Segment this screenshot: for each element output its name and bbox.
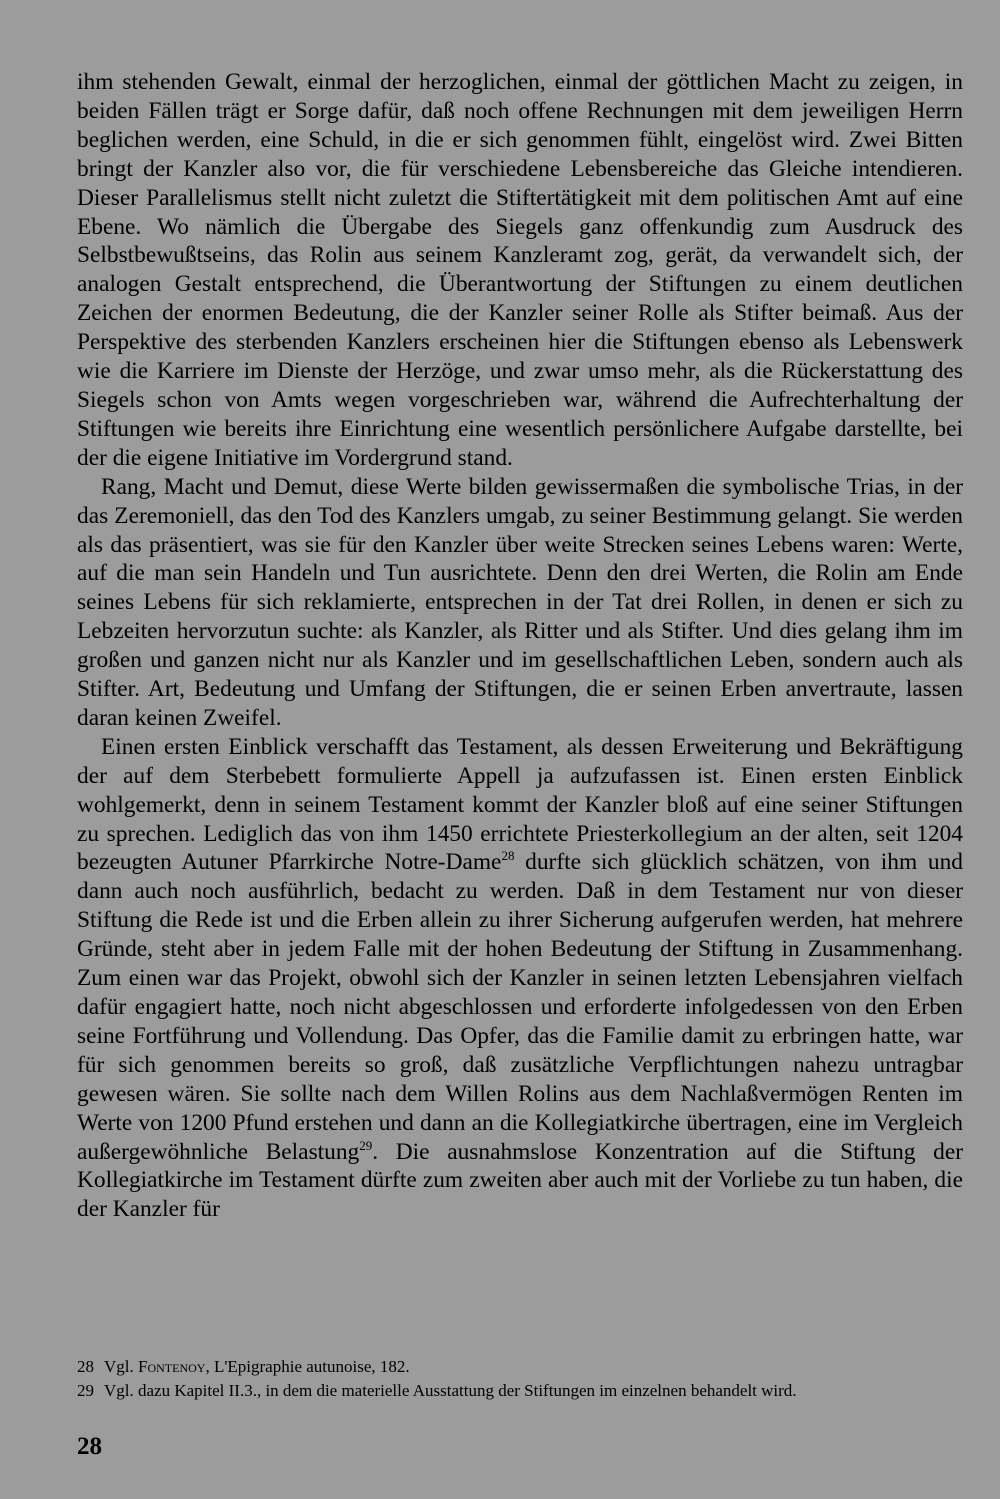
paragraph-1 xyxy=(77,68,963,473)
footnote-28 xyxy=(77,1355,963,1379)
page-body xyxy=(77,68,963,1224)
footnote-29 xyxy=(77,1379,963,1403)
footnotes xyxy=(77,1355,963,1403)
footnote-citation: , L'Epigraphie autunoise, 182. xyxy=(205,1357,410,1376)
footnote-prefix: Vgl. xyxy=(104,1357,138,1376)
footnote-number: 28 xyxy=(77,1357,94,1376)
page-number: 28 xyxy=(77,1433,102,1460)
footnote-author: Fontenoy xyxy=(138,1357,206,1376)
footnote-reference-28[interactable]: 28 xyxy=(501,848,515,864)
paragraph-3-text-end: . Die ausnahmslose Konzentration auf die Stiftung der Kollegiatkirche im Testament dürfte zum zweiten aber auch mit der Vorliebe zu tun haben, die der Kanzler für xyxy=(77,1138,963,1223)
footnote-reference-29[interactable]: 29 xyxy=(359,1137,373,1153)
footnote-number: 29 xyxy=(77,1381,94,1400)
paragraph-2 xyxy=(77,473,963,733)
paragraph-3 xyxy=(77,733,963,1224)
paragraph-3-text-middle: durfte sich glücklich schätzen, von ihm und dann auch noch ausführlich, bedacht zu werden. Daß in dem Testament nur von dieser Stiftung die Rede ist und die Erben allein zu ihrer Sicherung aufgerufen werden, hat mehrere Gründe, steht aber in jedem Falle mit der hohen Bedeutung der Stiftung in Zusammenhang. Zum einen war das Projekt, obwohl sich der Kanzler in seinen letzten Lebensjahren vielfach dafür engagiert hatte, noch nicht abgeschlossen und erforderte infolgedessen von den Erben seine Fortführung und Vollendung. Das Opfer, das die Familie damit zu erbringen hatte, war für sich genommen bereits so groß, daß zusätzliche Verpflichtungen nahezu untragbar gewesen wären. Sie sollte nach dem Willen Rolins aus dem Nachlaßvermögen Renten im Werte von 1200 Pfund erstehen und dann an die Kollegiatkirche übertragen, eine im Vergleich außergewöhnliche Belastung xyxy=(77,849,963,1165)
paragraph-3-text-start: Einen ersten Einblick verschafft das Testament, als dessen Erweiterung und Bekräftigung der auf dem Sterbebett formulierte Appell ja aufzufassen ist. Einen ersten Einblick wohlgemerkt, denn in seinem Testament kommt der Kanzler bloß auf eine seiner Stiftungen zu sprechen. Lediglich das von ihm 1450 errichtete Priesterkollegium an der alten, seit 1204 bezeugten Autuner Pfarrkirche Notre-Dame xyxy=(77,733,963,876)
footnote-text: Vgl. dazu Kapitel II.3., in dem die materielle Ausstattung der Stiftungen im einzelnen behandelt wird. xyxy=(104,1381,797,1400)
paragraph-2-text: Rang, Macht und Demut, diese Werte bilden gewissermaßen die symbolische Trias, in der das Zeremoniell, das den Tod des Kanzlers umgab, zu seiner Bestimmung gelangt. Sie werden als das präsentiert, was sie für den Kanzler über weite Strecken seines Lebens waren: Werte, auf die man sein Handeln und Tun ausrichtete. Denn den drei Werten, die Rolin am Ende seines Lebens für sich reklamierte, entsprechen in der Tat drei Rollen, in denen er sich zu Lebzeiten hervorzutun suchte: als Kanzler, als Ritter und als Stifter. Und dies gelang ihm im großen und ganzen nicht nur als Kanzler und im gesellschaftlichen Leben, sondern auch als Stifter. Art, Bedeutung und Umfang der Stiftungen, die er seinen Erben anvertraute, lassen daran keinen Zweifel. xyxy=(77,473,963,731)
paragraph-1-text: ihm stehenden Gewalt, einmal der herzoglichen, einmal der göttlichen Macht zu zeigen, in beiden Fällen trägt er Sorge dafür, daß noch offene Rechnungen mit dem jeweiligen Herrn beglichen werden, eine Schuld, in die er sich genommen fühlt, eingelöst wird. Zwei Bitten bringt der Kanzler also vor, die für verschiedene Lebensbereiche das Gleiche intendieren. Dieser Parallelismus stellt nicht zuletzt die Stiftertätigkeit mit dem politischen Amt auf eine Ebene. Wo nämlich die Übergabe des Siegels ganz offenkundig zum Ausdruck des Selbstbewußtseins, das Rolin aus seinem Kanzleramt zog, gerät, da verwandelt sich, der analogen Gestalt entsprechend, die Überantwortung der Stiftungen zu einem deutlichen Zeichen der enormen Bedeutung, die der Kanzler seiner Rolle als Stifter beimaß. Aus der Perspektive des sterbenden Kanzlers erscheinen hier die Stiftungen ebenso als Lebenswerk wie die Karriere im Dienste der Herzöge, und zwar umso mehr, als die Rückerstattung des Siegels schon von Amts wegen vorgeschrieben war, während die Aufrechterhaltung der Stiftungen wie bereits ihre Einrichtung eine wesentlich persönlichere Aufgabe darstellte, bei der die eigene Initiative im Vordergrund stand. xyxy=(77,69,963,471)
